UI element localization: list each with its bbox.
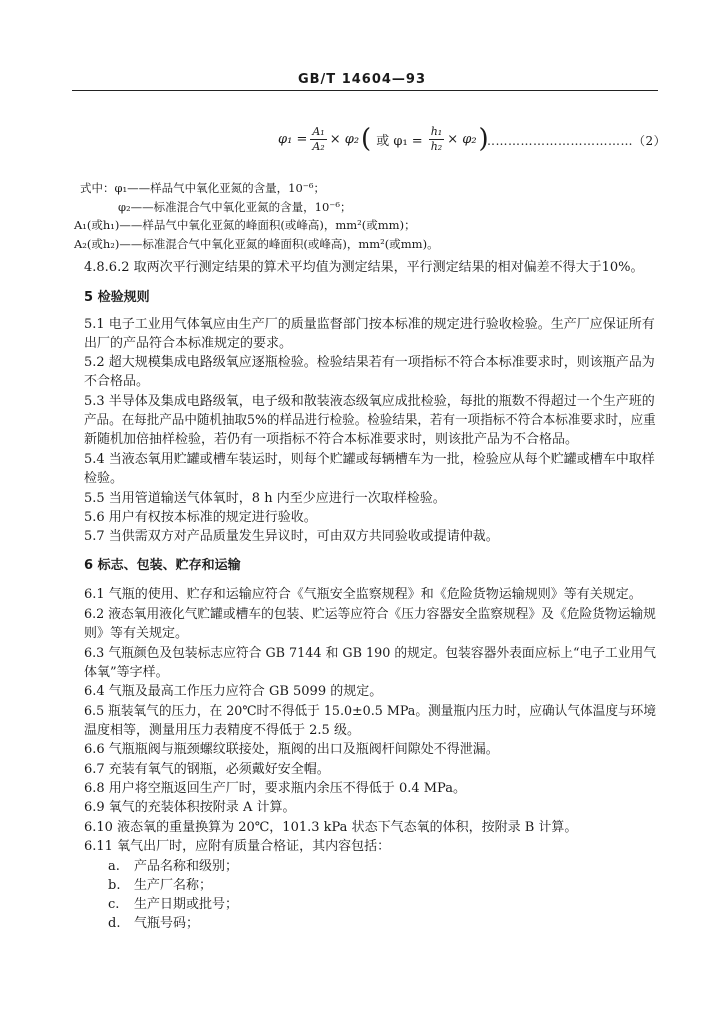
paragraph-line: 检验。 — [84, 471, 124, 486]
paragraph-line: 5.4 当液态氧用贮罐或槽车装运时，则每个贮罐或每辆槽车为一批，检验应从每个贮罐或槽车中取样 — [84, 452, 655, 467]
paragraph-line: 5.7 当供需双方对产品质量发生异议时，可由双方共同验收或提请仲裁。 — [84, 529, 499, 544]
paragraph-line: 6.11 氧气出厂时，应附有质量合格证，其内容包括： — [84, 839, 391, 854]
fraction-denominator: h₂ — [430, 139, 443, 153]
list-item-marker: c. — [108, 897, 120, 912]
section-6-title: 6 标志、包装、贮存和运输 — [84, 558, 241, 573]
fraction-numerator: h₁ — [430, 124, 443, 138]
legend-line: 式中：φ₁——样品气中氧化亚氮的含量，10⁻⁶； — [80, 181, 325, 195]
header-rule — [72, 90, 658, 91]
paragraph-line: 6.5 瓶装氧气的压力，在 20℃时不得低于 15.0±0.5 MPa。测量瓶内压力时，应确认气体温度与环境 — [84, 704, 657, 719]
list-item — [108, 874, 212, 893]
paragraph-line: 6.9 氧气的充装体积按附录 A 计算。 — [84, 800, 296, 815]
paragraph-line: 6.6 气瓶瓶阀与瓶颈螺纹联接处，瓶阀的出口及瓶阀杆间隙处不得泄漏。 — [84, 742, 499, 757]
list-item-text: 生产厂名称； — [134, 878, 213, 893]
paragraph-line: 新随机加倍抽样检验，若仍有一项指标不符合本标准要求时，则该批产品为不合格品。 — [84, 432, 579, 447]
formula-times: × φ₂ — [447, 131, 477, 147]
list-item — [108, 855, 238, 874]
paragraph-line: 则》等有关规定。 — [84, 626, 189, 641]
paragraph-line: 6.1 气瓶的使用、贮存和运输应符合《气瓶安全监察规程》和《危险货物运输规则》等有关规定。 — [84, 587, 642, 602]
legend-line: A₁(或h₁)——样品气中氧化亚氮的峰面积(或峰高)，mm²(或mm)； — [74, 218, 416, 232]
paragraph-line: 6.10 液态氧的重量换算为 20℃，101.3 kPa 状态下气态氧的体积，按附录 B 计算。 — [84, 820, 578, 835]
paren-open: ( — [361, 124, 372, 154]
list-item — [108, 912, 199, 931]
fraction-denominator: A₂ — [312, 139, 325, 153]
paragraph-line: 温度相等，测量用压力表精度不得低于 2.5 级。 — [84, 723, 360, 738]
clause-4-8-6-2: 4.8.6.2 取两次平行测定结果的算术平均值为测定结果，平行测定结果的相对偏差不得大于10%。 — [84, 260, 644, 275]
legend-line: φ₂——标准混合气中氧化亚氮的含量，10⁻⁶； — [118, 200, 352, 214]
equation-number: ………………………………（2） — [483, 134, 667, 148]
formula-times: × φ₂ — [329, 131, 360, 147]
list-item — [108, 893, 238, 912]
paragraph-line: 5.3 半导体及集成电路级氧，电子级和散装液态级氧应成批检验，每批的瓶数不得超过一个生产班的 — [84, 394, 655, 409]
list-item-text: 产品名称和级别； — [134, 859, 239, 874]
paragraph-line: 6.3 气瓶颜色及包装标志应符合 GB 7144 和 GB 190 的规定。包装容器外表面应标上“电子工业用气 — [84, 646, 657, 661]
paragraph-line: 5.2 超大规模集成电路级氧应逐瓶检验。检验结果若有一项指标不符合本标准要求时，则该瓶产品为 — [84, 355, 655, 370]
paragraph-line: 5.6 用户有权按本标准的规定进行验收。 — [84, 510, 317, 525]
paragraph-line: 产品。在每批产品中随机抽取5%的样品进行检验。检验结果，若有一项指标不符合本标准要求时，应重 — [84, 413, 656, 428]
list-item-text: 生产日期或批号； — [134, 897, 239, 912]
list-item-marker: a. — [108, 859, 120, 874]
formula-or-text: 或 φ₁ = — [376, 133, 423, 149]
paragraph-line: 6.4 气瓶及最高工作压力应符合 GB 5099 的规定。 — [84, 684, 383, 699]
paren-close: ) — [478, 124, 489, 154]
list-item-text: 气瓶号码； — [134, 916, 200, 931]
formula-lhs: φ₁ = — [278, 131, 308, 147]
formula-fraction-height — [429, 125, 445, 154]
paragraph-line: 6.7 充装有氧气的钢瓶，必须戴好安全帽。 — [84, 762, 330, 777]
list-item-marker: b. — [108, 878, 121, 893]
formula-2 — [278, 122, 491, 156]
section-5-title: 5 检验规则 — [84, 290, 150, 305]
paragraph-line: 不合格品。 — [84, 374, 150, 389]
list-item-marker: d. — [108, 916, 121, 931]
legend-line: A₂(或h₂)——标准混合气中氧化亚氮的峰面积(或峰高)，mm²(或mm)。 — [74, 237, 439, 251]
paragraph-line: 6.8 用户将空瓶返回生产厂时，要求瓶内余压不得低于 0.4 MPa。 — [84, 781, 466, 796]
paragraph-line: 出厂的产品符合本标准规定的要求。 — [84, 336, 293, 351]
paragraph-line: 6.2 液态氧用液化气贮罐或槽车的包装、贮运等应符合《压力容器安全监察规程》及《危险货物运输规 — [84, 607, 656, 622]
paragraph-line: 5.1 电子工业用气体氧应由生产厂的质量监督部门按本标准的规定进行验收检验。生产厂应保证所有 — [84, 317, 655, 332]
standard-number-header: GB/T 14604—93 — [297, 72, 427, 87]
paragraph-line: 5.5 当用管道输送气体氧时，8 h 内至少应进行一次取样检验。 — [84, 491, 446, 506]
formula-fraction-area — [310, 125, 326, 154]
paragraph-line: 体氧”等字样。 — [84, 665, 169, 680]
fraction-numerator: A₁ — [312, 124, 325, 138]
